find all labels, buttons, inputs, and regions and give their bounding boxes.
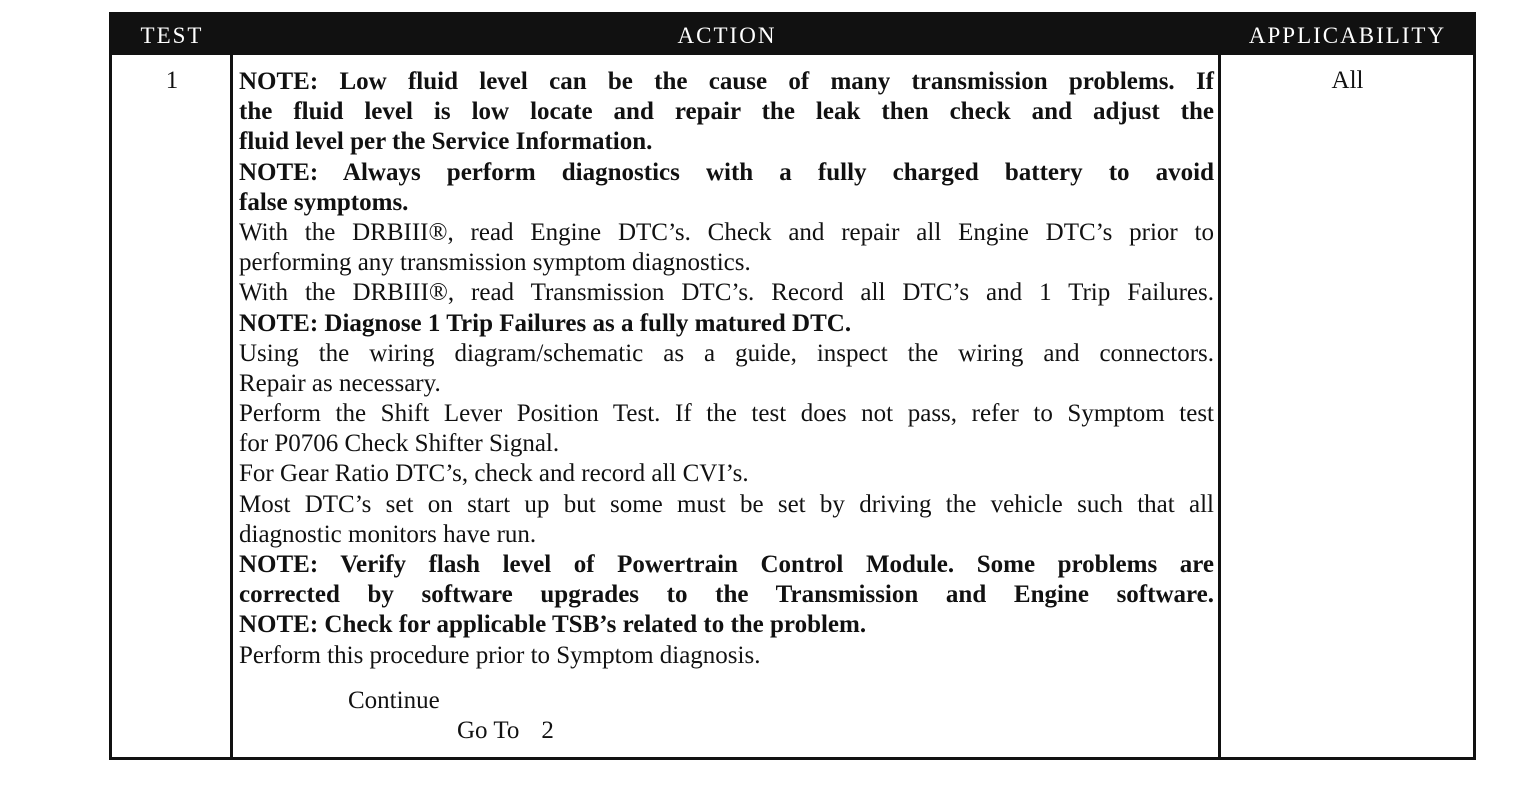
action-line: performing any transmission symptom diagnostics. (239, 249, 751, 277)
action-line: NOTE: Verify flash level of Powertrain Control Module. Some problems are (239, 551, 1214, 578)
goto-label: Go To (457, 717, 520, 744)
action-line: diagnostic monitors have run. (239, 520, 537, 548)
action-line: Repair as necessary. (239, 369, 441, 397)
action-line: the fluid level is low locate and repair the leak then check and adjust the (239, 98, 1214, 126)
column-divider (1218, 55, 1221, 757)
action-line: corrected by software upgrades to the Transmission and Engine software. (239, 581, 1214, 609)
continue-label: Continue (348, 687, 440, 714)
applicability-value: All (1331, 67, 1364, 94)
action-line: NOTE: Low fluid level can be the cause of many transmission problems. If (239, 68, 1214, 95)
action-line: For Gear Ratio DTC’s, check and record all CVI’s. (239, 460, 749, 488)
action-line: for P0706 Check Shifter Signal. (239, 430, 560, 458)
action-text (239, 67, 1214, 671)
goto-target: 2 (541, 717, 554, 744)
action-line: Using the wiring diagram/schematic as a guide, inspect the wiring and connectors. (239, 339, 1214, 367)
diagnostic-table (109, 12, 1476, 760)
action-line: fluid level per the Service Information. (239, 128, 653, 156)
table-header (112, 15, 1473, 55)
header-applicability: APPLICABILITY (1248, 23, 1447, 48)
action-line: With the DRBIII®, read Engine DTC’s. Check and repair all Engine DTC’s prior to (239, 218, 1214, 246)
goto-instruction (457, 717, 554, 745)
column-divider (230, 55, 233, 757)
action-line: With the DRBIII®, read Transmission DTC’s. Record all DTC’s and 1 Trip Failures. (239, 279, 1214, 307)
action-line: Perform this procedure prior to Symptom diagnosis. (239, 641, 761, 669)
header-action: ACTION (677, 23, 777, 48)
action-line: false symptoms. (239, 188, 409, 216)
action-line: NOTE: Check for applicable TSB’s related to the problem. (239, 611, 867, 639)
header-test: TEST (140, 23, 204, 48)
action-line: Perform the Shift Lever Position Test. If the test does not pass, refer to Symptom test (239, 400, 1214, 428)
test-number: 1 (165, 67, 179, 94)
action-line: NOTE: Always perform diagnostics with a fully charged battery to avoid (239, 158, 1214, 186)
action-line: NOTE: Diagnose 1 Trip Failures as a fully matured DTC. (239, 309, 852, 337)
action-line: Most DTC’s set on start up but some must be set by driving the vehicle such that all (239, 490, 1214, 518)
